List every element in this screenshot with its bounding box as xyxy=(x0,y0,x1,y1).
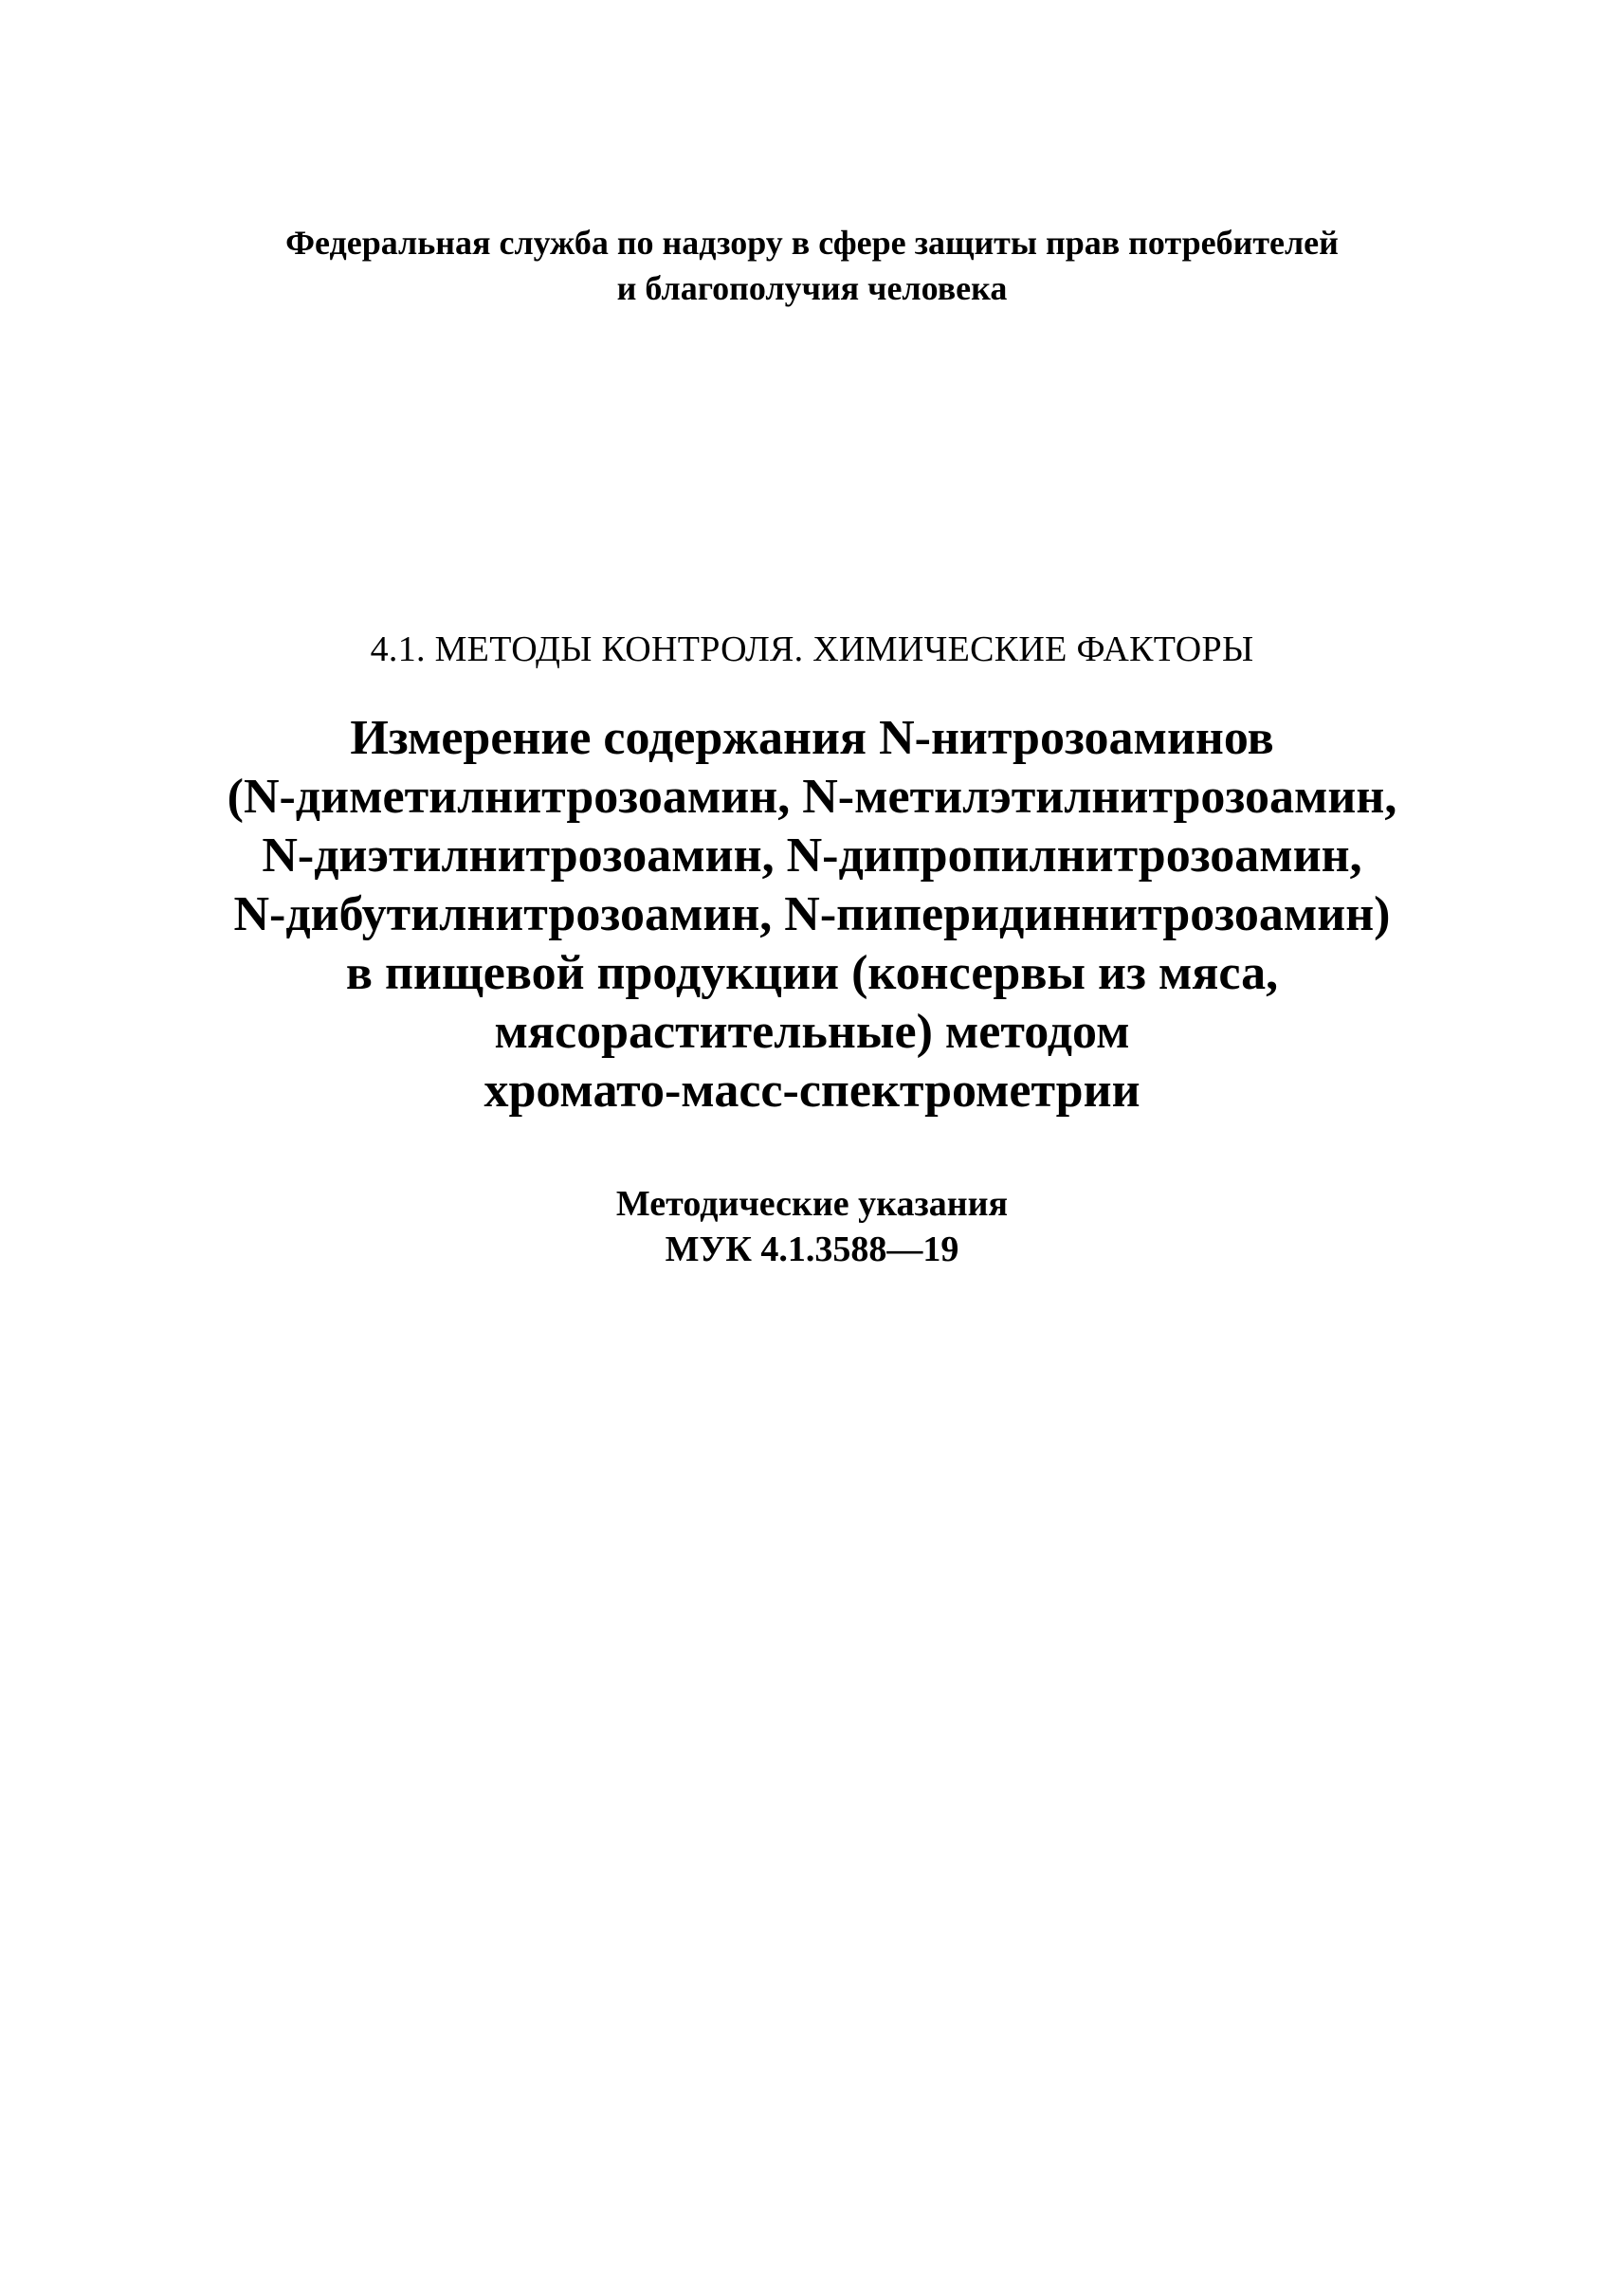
agency-line-2: и благополучия человека xyxy=(616,269,1008,307)
section-label: 4.1. МЕТОДЫ КОНТРОЛЯ. ХИМИЧЕСКИЕ ФАКТОРЫ xyxy=(370,629,1254,669)
document-type-label: Методические указания xyxy=(615,1184,1009,1224)
title-line-5: в пищевой продукции (консервы из мяса, xyxy=(345,946,1279,1000)
title-line-3: N-диэтилнитрозоамин, N-дипропилнитрозоамин, xyxy=(262,829,1362,883)
document-code: МУК 4.1.3588—19 xyxy=(665,1229,959,1269)
agency-line-1: Федеральная служба по надзору в сфере защиты прав потребителей xyxy=(285,224,1339,262)
title-line-2: (N-диметилнитрозоамин, N-метилэтилнитрозоамин, xyxy=(227,770,1397,824)
document-type xyxy=(142,1181,1482,1272)
title-line-7: хромато-масс-спектрометрии xyxy=(484,1064,1140,1118)
document-title xyxy=(142,709,1482,1120)
title-line-4: N-дибутилнитрозоамин, N-пиперидиннитрозоамин) xyxy=(233,887,1391,941)
title-line-6: мясорастительные) методом xyxy=(494,1005,1130,1059)
section-heading xyxy=(142,626,1482,673)
title-line-1: Измерение содержания N-нитрозоаминов xyxy=(350,711,1274,765)
agency-heading xyxy=(142,220,1482,311)
